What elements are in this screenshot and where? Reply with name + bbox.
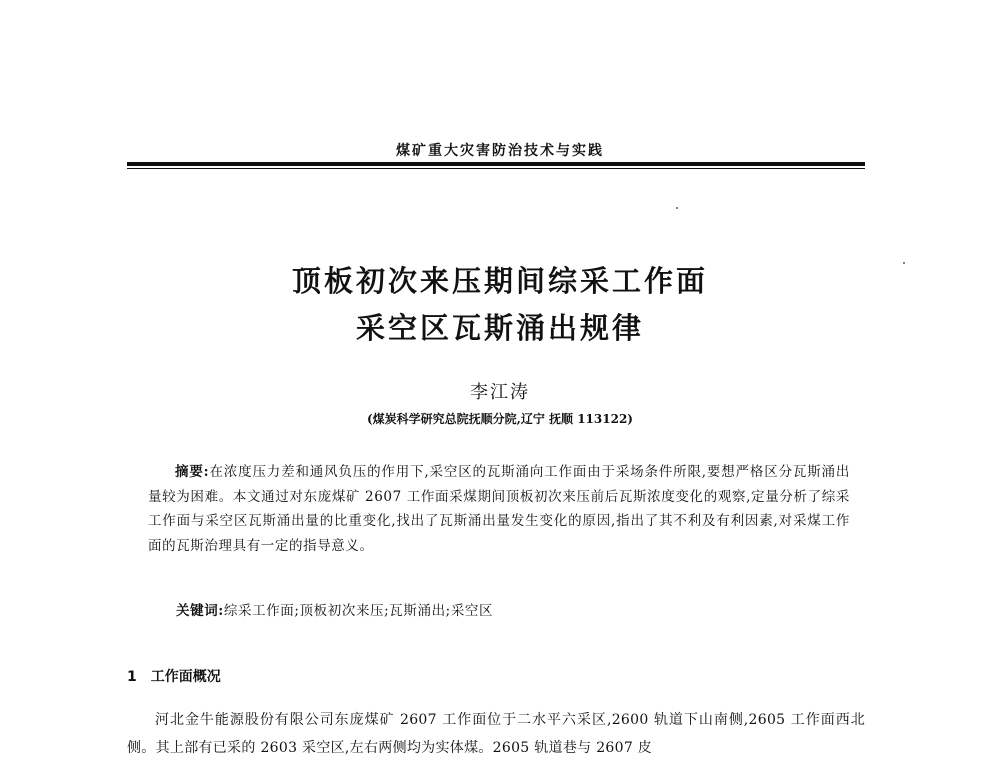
abstract-paragraph	[148, 460, 850, 558]
header-rule-thin	[127, 168, 865, 169]
scan-speck	[676, 207, 678, 209]
author-name: 李江涛	[470, 382, 530, 403]
section-heading	[127, 666, 221, 686]
abstract-text: 在浓度压力差和通风负压的作用下,采空区的瓦斯涌向工作面由于采场条件所限,要想严格区分瓦斯涌出量较为困难。本文通过对东庞煤矿 2607 工作面采煤期间顶板初次来压前后瓦斯浓度变化的观察,定量分析了综采工作面与采空区瓦斯涌出量的比重变化,找出了瓦斯涌出量发生变化的原因,指出了其不利及有利因素,对采煤工作面的瓦斯治理具有一定的指导意义。	[148, 464, 850, 554]
keywords-text: 综采工作面;顶板初次来压;瓦斯涌出;采空区	[223, 603, 494, 619]
section-number: 1	[127, 669, 137, 685]
body-text	[127, 706, 865, 762]
title-line-2: 采空区瓦斯涌出规律	[355, 311, 644, 345]
section-title: 工作面概况	[150, 669, 221, 685]
body-paragraph: 河北金牛能源股份有限公司东庞煤矿 2607 工作面位于二水平六采区,2600 轨道下山南侧,2605 工作面西北侧。其上部有已采的 2603 采空区,左右两侧均为实体煤。2605 轨道巷与 2607 皮	[127, 712, 865, 756]
keywords-label: 关键词:	[176, 603, 224, 619]
abstract	[148, 460, 850, 558]
keywords	[176, 600, 856, 622]
running-head: 煤矿重大灾害防治技术与实践	[396, 143, 604, 159]
title-line-1: 顶板初次来压期间综采工作面	[291, 264, 708, 298]
author-affiliation: (煤炭科学研究总院抚顺分院,辽宁 抚顺 113122)	[367, 412, 633, 426]
abstract-label: 摘要:	[175, 464, 210, 480]
header-rule-thick	[127, 162, 865, 166]
paper-title	[0, 258, 1000, 352]
